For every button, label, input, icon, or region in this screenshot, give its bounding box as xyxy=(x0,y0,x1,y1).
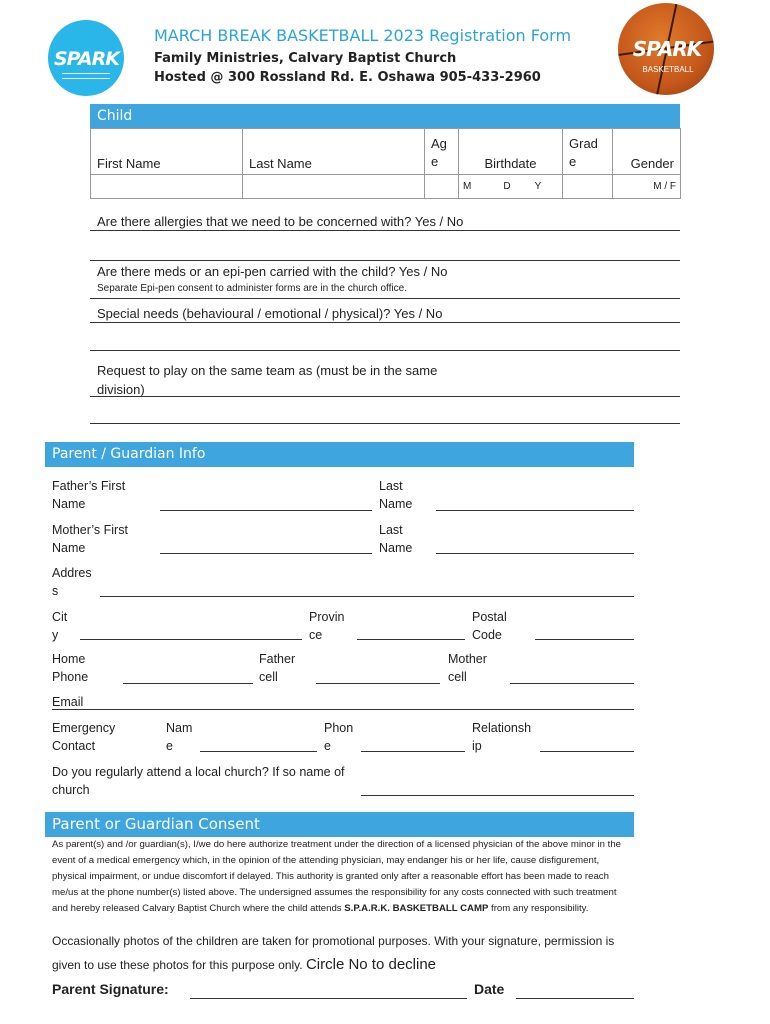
form-title: MARCH BREAK BASKETBALL 2023 Registration Form xyxy=(154,26,572,45)
logo-right-text: SPARK xyxy=(632,37,702,61)
province-field[interactable] xyxy=(357,639,465,640)
question-same-team: Request to play on the same team as (must be in the same division) xyxy=(97,363,438,397)
logo-left-underline xyxy=(62,73,110,79)
child-info-table xyxy=(90,128,681,199)
label-city: Cit y xyxy=(52,610,68,642)
logo-left-text: SPARK xyxy=(54,48,119,70)
parent-signature-field[interactable] xyxy=(190,998,467,999)
meds-line[interactable] xyxy=(90,298,680,299)
col-grade: Grad e xyxy=(563,129,613,175)
header-address: Hosted @ 300 Rossland Rd. E. Oshawa 905-433-2960 xyxy=(154,70,541,85)
label-email: Email xyxy=(52,695,84,709)
label-father-first-name: Father’s First Name xyxy=(52,479,126,511)
special-needs-line-2[interactable] xyxy=(90,350,680,351)
label-father-cell: Father cell xyxy=(259,652,296,684)
logo-right-subtext: BASKETBALL xyxy=(642,65,694,74)
decline-instruction: Circle No to decline xyxy=(305,956,437,973)
question-special-needs: Special needs (behavioural / emotional / physical)? Yes / No xyxy=(97,306,443,321)
date-field[interactable] xyxy=(516,998,634,999)
father-cell-field[interactable] xyxy=(316,683,440,684)
email-field[interactable] xyxy=(52,709,634,710)
section-header-child: Child xyxy=(90,104,680,128)
father-last-name-field[interactable] xyxy=(436,510,634,511)
same-team-line-1[interactable] xyxy=(90,396,680,397)
gender-field[interactable]: M / F xyxy=(613,175,681,199)
col-last-name: Last Name xyxy=(243,129,425,175)
allergies-line-1[interactable] xyxy=(90,230,680,231)
father-first-name-field[interactable] xyxy=(160,510,372,511)
label-province: Provin ce xyxy=(309,610,345,642)
col-age: Ag e xyxy=(425,129,459,175)
question-allergies: Are there allergies that we need to be concerned with? Yes / No xyxy=(97,214,464,229)
label-emergency-phone: Phon e xyxy=(324,721,354,753)
consent-paragraph: As parent(s) and /or guardian(s), I/we do here authorize treatment under the direction of a licensed physician of the above minor in the event of a medical emergency which, in the opinion of the attending physician, may endanger his or her life, cause disfigurement, physical impairment, or undue discomfort if delayed. This authority is granted only after a reasonable effort has been made to reach me/us at the phone number(s) listed above. The undersigned assumes the responsibility for any costs connected with such treatment and hereby released Calvary Baptist Church where the child attends S.P.A.R.K. BASKETBALL CAMP from any responsibility. xyxy=(52,839,622,914)
label-emergency-contact: Emergency Contact xyxy=(52,721,116,753)
label-home-phone: Home Phone xyxy=(52,652,89,684)
spark-logo-left xyxy=(48,20,124,96)
mother-cell-field[interactable] xyxy=(510,683,634,684)
label-father-last-name: Last Name xyxy=(379,479,413,511)
label-date: Date xyxy=(474,981,505,997)
same-team-line-2[interactable] xyxy=(90,423,680,424)
question-meds: Are there meds or an epi-pen carried with the child? Yes / No xyxy=(97,264,448,279)
section-header-parent: Parent / Guardian Info xyxy=(45,442,634,467)
col-first-name: First Name xyxy=(91,129,243,175)
camp-name: S.P.A.R.K. BASKETBALL CAMP xyxy=(344,903,489,914)
label-emergency-name: Nam e xyxy=(166,721,193,753)
photo-permission-line-2: given to use these photos for this purpose only. Circle No to decline xyxy=(52,956,437,973)
last-name-field[interactable] xyxy=(243,175,425,199)
age-field[interactable] xyxy=(425,175,459,199)
mother-first-name-field[interactable] xyxy=(160,553,372,554)
spark-basketball-logo-right xyxy=(618,3,714,95)
first-name-field[interactable] xyxy=(91,175,243,199)
special-needs-line-1[interactable] xyxy=(90,322,680,323)
label-local-church: Do you regularly attend a local church? If so name of church xyxy=(52,765,345,797)
postal-code-field[interactable] xyxy=(535,639,634,640)
epipen-note: Separate Epi-pen consent to administer forms are in the church office. xyxy=(97,283,407,294)
city-field[interactable] xyxy=(80,639,302,640)
address-field[interactable] xyxy=(100,596,634,597)
label-address: Addres s xyxy=(52,566,92,598)
label-mother-cell: Mother cell xyxy=(448,652,487,684)
birthdate-field[interactable]: M D Y xyxy=(459,175,563,199)
header-organization: Family Ministries, Calvary Baptist Church xyxy=(154,51,457,66)
section-header-consent: Parent or Guardian Consent xyxy=(45,812,634,837)
emergency-phone-field[interactable] xyxy=(361,751,465,752)
label-mother-first-name: Mother’s First Name xyxy=(52,523,128,555)
allergies-line-2[interactable] xyxy=(90,260,680,261)
relationship-field[interactable] xyxy=(540,751,634,752)
home-phone-field[interactable] xyxy=(123,683,253,684)
col-birthdate: Birthdate xyxy=(459,129,563,175)
col-gender: Gender xyxy=(613,129,681,175)
mother-last-name-field[interactable] xyxy=(436,553,634,554)
label-parent-signature: Parent Signature: xyxy=(52,981,169,997)
label-relationship: Relationsh ip xyxy=(472,721,532,753)
grade-field[interactable] xyxy=(563,175,613,199)
photo-permission-line-1: Occasionally photos of the children are taken for promotional purposes. With your signature, permission is xyxy=(52,934,615,948)
local-church-field[interactable] xyxy=(361,795,634,796)
emergency-name-field[interactable] xyxy=(200,751,317,752)
label-postal-code: Postal Code xyxy=(472,610,507,642)
label-mother-last-name: Last Name xyxy=(379,523,413,555)
